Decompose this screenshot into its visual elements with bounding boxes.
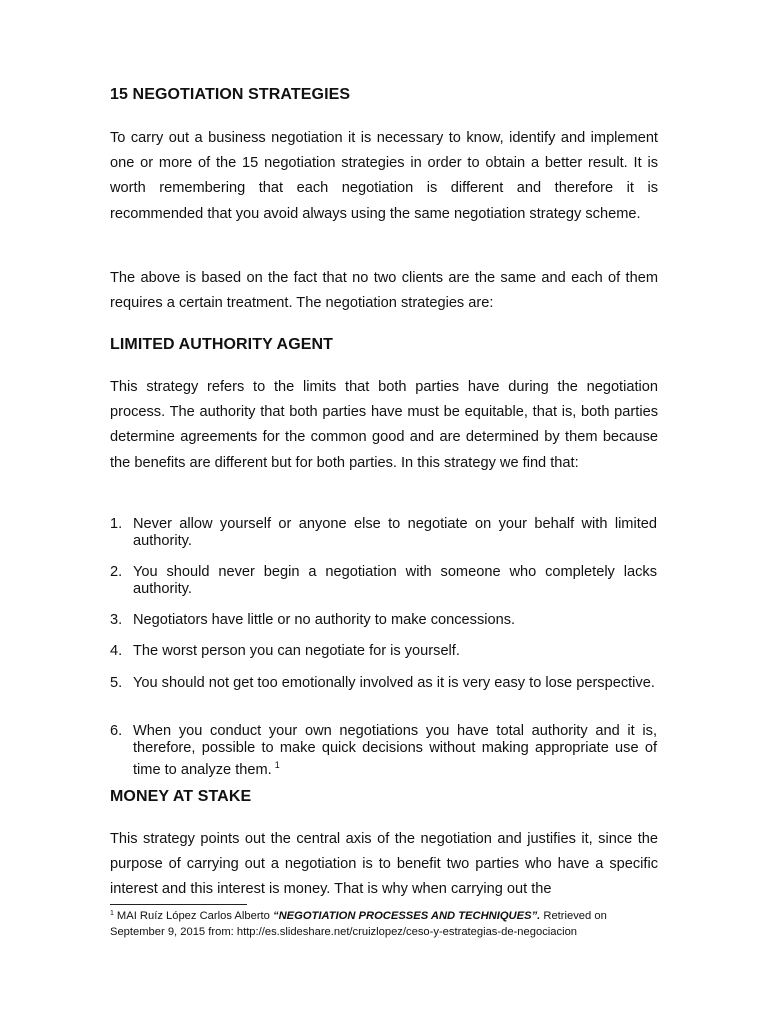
list-item-number: 6.	[110, 723, 123, 739]
list-item-number: 5.	[110, 675, 123, 691]
list-item	[110, 564, 658, 598]
list-item-text: The worst person you can negotiate for is yourself.	[133, 643, 460, 659]
footnote-reference: 1	[274, 760, 280, 770]
footnote-author: MAI Ruíz López Carlos Alberto	[116, 910, 270, 922]
section-heading-money-at-stake: MONEY AT STAKE	[110, 788, 252, 805]
footnote-retrieved: Retrieved on September 9, 2015 from: http://es.slideshare.net/cruizlopez/ceso-y-estrategias-de-negociacion	[110, 910, 607, 938]
list-item-text: Negotiators have little or no authority to make concessions.	[133, 612, 516, 628]
footnote-source-title: “NEGOTIATION PROCESSES AND TECHNIQUES”.	[272, 910, 541, 922]
intro-paragraph-2: The above is based on the fact that no two clients are the same and each of them requires a certain treatment. The negotiation strategies are:	[110, 270, 658, 312]
intro-paragraph-1: To carry out a business negotiation it is necessary to know, identify and implement one or more of the 15 negotiation strategies in order to obtain a better result. It is worth remembering that each negotiation is different and therefore it is recommended that you avoid always using the same negotiation strategy scheme.	[110, 130, 658, 222]
footnote-separator	[110, 904, 247, 905]
list-item-text: Never allow yourself or anyone else to negotiate on your behalf with limited authority.	[133, 516, 657, 549]
list-item	[110, 643, 658, 660]
list-item-number: 1.	[110, 516, 123, 532]
document-title: 15 NEGOTIATION STRATEGIES	[110, 86, 351, 103]
list-item-number: 4.	[110, 643, 123, 659]
list-item-text: You should not get too emotionally involved as it is very easy to lose perspective.	[133, 675, 655, 691]
list-item	[110, 723, 658, 779]
list-item	[110, 612, 658, 629]
section-heading-limited-authority: LIMITED AUTHORITY AGENT	[110, 336, 334, 353]
list-item-number: 2.	[110, 564, 123, 580]
footnote	[110, 906, 658, 940]
footnote-marker: 1	[110, 910, 114, 917]
list-item-number: 3.	[110, 612, 123, 628]
list-item	[110, 516, 658, 550]
section-paragraph-limited-authority: This strategy refers to the limits that both parties have during the negotiation process. The authority that both parties have must be equitable, that is, both parties determine agreements for the common good and are determined by them because the benefits are different but for both parties. In this strategy we find that:	[110, 379, 658, 471]
list-item	[110, 675, 658, 692]
section-paragraph-money-at-stake: This strategy points out the central axis of the negotiation and justifies it, since the purpose of carrying out a negotiation is to benefit two parties who have a specific interest and this interest is money. That is why when carrying out the	[110, 831, 658, 898]
list-item-text: You should never begin a negotiation with someone who completely lacks authority.	[133, 564, 657, 597]
list-item-text	[133, 723, 657, 779]
list-item-text-body: When you conduct your own negotiations you have total authority and it is, therefore, possible to make quick decisions without making appropriate use of time to analyze them.	[133, 723, 657, 778]
